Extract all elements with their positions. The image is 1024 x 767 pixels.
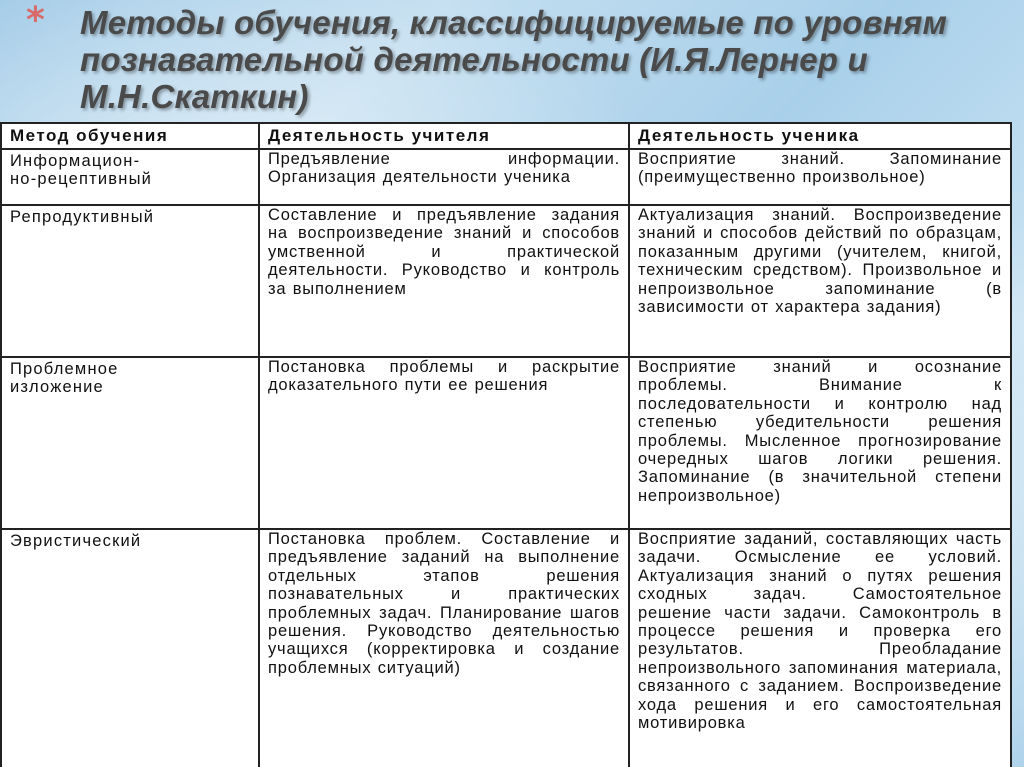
table-header-row [1,123,1011,149]
student-cell [629,529,1011,767]
teacher-cell [259,529,629,767]
methods-table [0,122,1012,767]
method-name: Информацион- но-рецептивный [10,152,153,189]
student-activity: Актуализация знаний. Воспроизведение знаний и способов действий по образцам, показанным другими (учителем, книгой, техническим средством). Произвольное и непроизвольное запоминание (в зависимости от характера задания) [638,206,1002,317]
slide-header [0,0,1024,122]
student-activity: Восприятие заданий, составляющих часть задачи. Осмысление ее условий. Актуализация знаний о путях решения сходных задач. Самостоятельное решение части задачи. Самоконтроль в процессе решения и проверка его результатов. Преобладание непроизвольного запоминания материала, связанного с заданием. Воспроизведение хода решения и его самостоятельная мотивировка [638,530,1002,733]
title-bullet: * [26,0,45,41]
student-cell [629,357,1011,529]
table-row [1,205,1011,357]
student-activity: Восприятие знаний и осознание проблемы. Внимание к последовательности и контролю над степенью убедительности решения проблемы. Мысленное прогнозирование очередных шагов логики решения. Запоминание (в значительной степени непроизвольное) [638,358,1002,505]
table-row [1,149,1011,205]
teacher-cell [259,205,629,357]
method-name: Эвристический [10,532,142,550]
method-cell [1,149,259,205]
teacher-activity: Постановка проблемы и раскрытие доказательного пути ее решения [268,358,620,395]
method-name: Проблемное изложение [10,360,119,397]
header-method: Метод обучения [1,123,259,149]
teacher-activity: Постановка проблем. Составление и предъявление заданий на выполнение отдельных этапов решения познавательных и практических проблемных задач. Планирование шагов решения. Руководство деятельностью учащихся (корректировка и создание проблемных ситуаций) [268,530,620,677]
slide-title: Методы обучения, классифицируемые по уровням познавательной деятельности (И.Я.Лернер и М.Н.Скаткин) [80,4,948,115]
student-activity: Восприятие знаний. Запоминание (преимущественно произвольное) [638,150,1002,187]
teacher-activity: Предъявление информации. Организация деятельности ученика [268,150,620,187]
table-row [1,529,1011,767]
student-cell [629,205,1011,357]
teacher-cell [259,357,629,529]
teacher-activity: Составление и предъявление задания на воспроизведение знаний и способов умственной и практической деятельности. Руководство и контроль за выполнением [268,206,620,298]
header-student-activity: Деятельность ученика [629,123,1011,149]
method-name: Репродуктивный [10,208,155,226]
student-cell [629,149,1011,205]
method-cell [1,529,259,767]
methods-table-container [0,122,1012,767]
table-row [1,357,1011,529]
teacher-cell [259,149,629,205]
method-cell [1,205,259,357]
method-cell [1,357,259,529]
header-teacher-activity: Деятельность учителя [259,123,629,149]
